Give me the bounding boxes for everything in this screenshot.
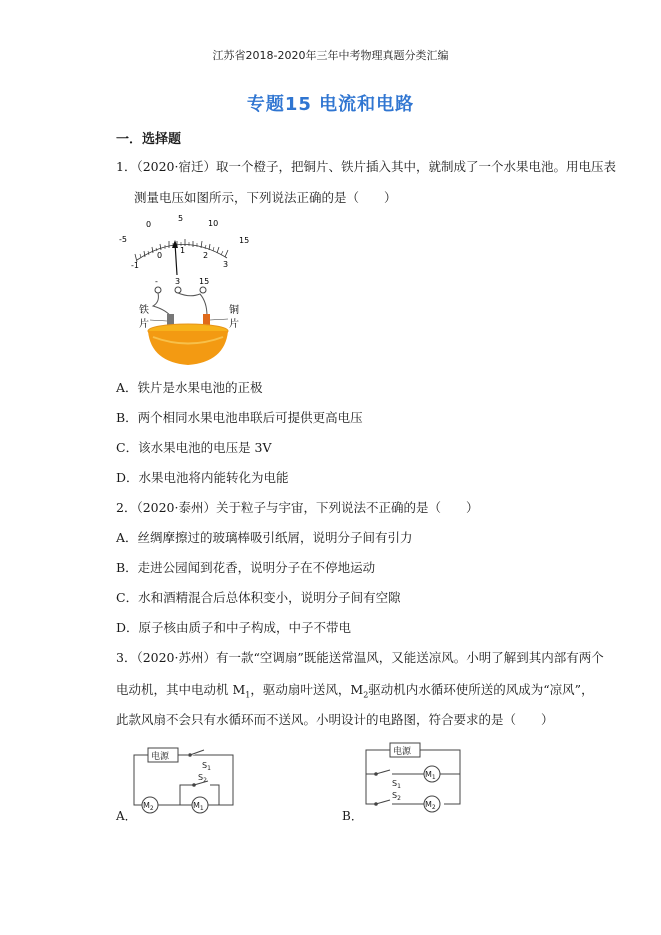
q1-option-a: A．铁片是水果电池的正极 bbox=[116, 380, 263, 395]
iron-label: 铁 bbox=[139, 305, 149, 316]
terminal-label: 3 bbox=[175, 277, 181, 286]
section-heading: 一．选择题 bbox=[116, 132, 182, 147]
lower-scale-label: 3 bbox=[223, 260, 229, 269]
terminal-label: - bbox=[155, 277, 158, 286]
lower-scale-label: 2 bbox=[203, 251, 209, 260]
wire bbox=[180, 785, 194, 805]
q2-option-a: A．丝绸摩擦过的玻璃棒吸引纸屑，说明分子间有引力 bbox=[116, 530, 413, 545]
symbol-subscript: 1 bbox=[207, 765, 211, 772]
q3-subscript: 2 bbox=[363, 690, 369, 700]
switch-s1-icon bbox=[376, 770, 390, 774]
power-source-label: 电源 bbox=[393, 747, 412, 757]
circuit-b-label: B． bbox=[342, 809, 363, 823]
q2-option-d: D．原子核由质子和中子构成，中子不带电 bbox=[116, 620, 352, 635]
symbol-letter: M bbox=[425, 770, 432, 779]
q1-stem-line2: 测量电压如图所示，下列说法正确的是（ ） bbox=[134, 190, 397, 205]
switch-s1-label bbox=[392, 779, 401, 790]
symbol-letter: M bbox=[193, 801, 200, 810]
symbol-subscript: 2 bbox=[203, 777, 207, 784]
terminal-post bbox=[155, 287, 161, 293]
symbol-subscript: 2 bbox=[397, 795, 401, 802]
terminal-post bbox=[200, 287, 206, 293]
wire bbox=[366, 750, 390, 804]
switch-s2-icon bbox=[376, 800, 390, 804]
circuit-a-label: A． bbox=[116, 809, 137, 823]
wire-right bbox=[178, 293, 207, 316]
q1-option-b: B．两个相同水果电池串联后可提供更高电压 bbox=[116, 410, 363, 425]
q2-option-b: B．走进公园闻到花香，说明分子在不停地运动 bbox=[116, 560, 376, 575]
symbol-subscript: 1 bbox=[431, 774, 436, 781]
wire bbox=[134, 755, 148, 805]
switch-pivot bbox=[189, 754, 192, 757]
orange-body bbox=[148, 331, 228, 365]
q2-stem: 2．（2020·泰州）关于粒子与宇宙，下列说法不正确的是（ ） bbox=[116, 500, 479, 515]
lower-scale-label: -1 bbox=[131, 261, 139, 270]
power-source-label: 电源 bbox=[151, 752, 170, 762]
symbol-letter: S bbox=[392, 791, 398, 800]
lower-scale-label: 0 bbox=[157, 251, 163, 260]
upper-scale-label: -5 bbox=[119, 235, 127, 244]
symbol-subscript: 2 bbox=[431, 804, 436, 811]
q3-text: ，驱动扇叶送风，M bbox=[250, 682, 364, 697]
terminal-label: 15 bbox=[199, 277, 210, 286]
voltmeter-fruit-battery-figure bbox=[115, 210, 265, 370]
symbol-letter: M bbox=[425, 800, 432, 809]
q1-option-d: D．水果电池将内能转化为电能 bbox=[116, 470, 289, 485]
circuit-b-diagram bbox=[360, 738, 470, 818]
q1-stem-line1: 1．（2020·宿迁）取一个橙子，把铜片、铁片插入其中，就制成了一个水果电池。用电压表 bbox=[116, 159, 616, 174]
switch-s2-label bbox=[198, 773, 207, 784]
symbol-letter: S bbox=[198, 773, 204, 782]
copper-label: 铜 bbox=[229, 305, 239, 316]
copper-leader bbox=[210, 319, 228, 320]
upper-scale-label: 0 bbox=[146, 220, 152, 229]
q2-option-c: C．水和酒精混合后总体积变小，说明分子间有空隙 bbox=[116, 590, 401, 605]
q3-text: 电动机，其中电动机 M bbox=[116, 682, 246, 697]
wire bbox=[210, 785, 219, 805]
symbol-subscript: 1 bbox=[397, 783, 401, 790]
upper-scale-label: 15 bbox=[239, 236, 250, 245]
symbol-letter: S bbox=[392, 779, 398, 788]
iron-label: 片 bbox=[139, 319, 149, 330]
symbol-letter: M bbox=[143, 801, 150, 810]
terminal-post bbox=[175, 287, 181, 293]
symbol-subscript: 2 bbox=[149, 805, 154, 812]
switch-s2-label bbox=[392, 791, 401, 802]
switch-pivot bbox=[375, 803, 378, 806]
page-title: 专题15 电流和电路 bbox=[246, 94, 415, 115]
lower-scale-label: 1 bbox=[180, 246, 186, 255]
q3-stem-line2 bbox=[116, 680, 594, 700]
q3-stem-line1: 3．（2020·苏州）有一款“空调扇”既能送常温风，又能送凉风。小明了解到其内部有两个 bbox=[116, 650, 604, 665]
circuit-a-diagram bbox=[128, 740, 243, 815]
symbol-subscript: 1 bbox=[199, 805, 204, 812]
q3-text: 驱动机内水循环使所送的风成为“凉风”， bbox=[368, 682, 594, 697]
iron-leader bbox=[150, 320, 167, 321]
upper-scale-label: 5 bbox=[178, 214, 184, 223]
q3-subscript: 1 bbox=[245, 690, 251, 700]
q1-option-c: C．该水果电池的电压是 3V bbox=[116, 440, 272, 455]
q3-stem-line3: 此款风扇不会只有水循环而不送风。小明设计的电路图，符合要求的是（ ） bbox=[116, 712, 554, 727]
symbol-letter: S bbox=[202, 761, 208, 770]
switch-pivot bbox=[375, 773, 378, 776]
copper-label: 片 bbox=[229, 319, 239, 330]
switch-s1-label bbox=[202, 761, 211, 772]
switch-pivot bbox=[193, 784, 196, 787]
upper-scale-label: 10 bbox=[208, 219, 219, 228]
page-header: 江苏省2018-2020年三年中考物理真题分类汇编 bbox=[212, 49, 449, 62]
